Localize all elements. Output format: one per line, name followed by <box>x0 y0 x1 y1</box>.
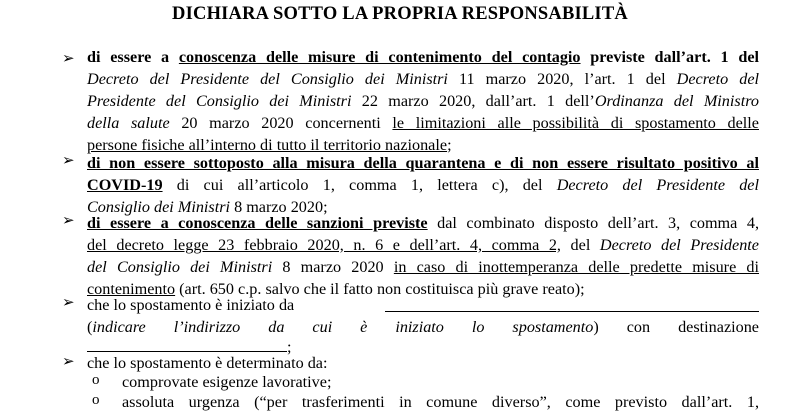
origin-address-blank-line[interactable] <box>385 297 759 312</box>
italic-fragment: Ordinanza del Ministro <box>594 92 759 110</box>
item4-line2 <box>87 316 759 338</box>
item1-line2 <box>87 68 759 90</box>
underlined-fragment: persone fisiche all’interno di tutto il territorio nazionale <box>87 136 448 154</box>
sub-bullet-circle-icon: o <box>92 392 100 408</box>
item3-line2 <box>87 234 759 256</box>
sub-bullet-circle-icon: o <box>92 372 100 388</box>
italic-fragment: Decreto del <box>676 70 760 88</box>
item2-line2 <box>87 174 759 196</box>
item4-line1 <box>87 294 759 316</box>
bold-underlined-fragment: COVID-19 <box>87 176 163 194</box>
text-fragment: del <box>560 236 600 254</box>
text-fragment: ; <box>447 136 452 154</box>
item1-line4 <box>87 112 759 134</box>
text-fragment: di cui all’articolo 1, comma 1, lettera c), del <box>162 176 557 194</box>
underlined-fragment: contenimento <box>87 280 176 298</box>
italic-fragment: Decreto del Presidente del <box>556 176 759 194</box>
italic-fragment: Decreto del Presidente <box>599 236 759 254</box>
text-fragment: previste dall’art. 1 del <box>580 48 760 66</box>
bullet-arrow-icon: ➢ <box>62 354 75 370</box>
text-fragment: ) con destinazione <box>593 318 759 336</box>
item5-line1: che lo spostamento è determinato da: <box>87 354 328 372</box>
bullet-arrow-icon: ➢ <box>62 295 75 311</box>
item2-line1: di non essere sottoposto alla misura della quarantena e di non essere risultato positivo al <box>87 154 759 172</box>
text-fragment: 11 marzo 2020, l’art. 1 del <box>447 70 677 88</box>
italic-fragment: del Consiglio dei Ministri <box>87 258 273 276</box>
text-fragment: 22 marzo 2020, dall’art. 1 dell’ <box>351 92 595 110</box>
text-fragment: 8 marzo 2020 <box>272 258 394 276</box>
item3-line3 <box>87 256 759 278</box>
text-fragment: di essere a <box>87 48 179 66</box>
underlined-fragment: conoscenza delle misure di contenimento del contagio <box>178 48 581 66</box>
item1-line3 <box>87 90 759 112</box>
item5-sub2: assoluta urgenza (“per trasferimenti in comune diverso”, come previsto dall’art. 1, <box>122 393 759 411</box>
italic-fragment: Decreto del Presidente del Consiglio dei Ministri <box>87 70 448 88</box>
underlined-fragment: del decreto legge 23 febbraio 2020, n. 6 e dell’art. 4, comma 2, <box>87 236 561 254</box>
text-fragment: 8 marzo 2020; <box>230 198 328 216</box>
item3-line1 <box>87 212 759 234</box>
italic-fragment: Consiglio dei Ministri <box>87 198 231 216</box>
text-fragment: dal combinato disposto dell’art. 3, comma 4, <box>427 214 759 232</box>
page-title: DICHIARA SOTTO LA PROPRIA RESPONSABILITÀ <box>172 4 628 24</box>
text-fragment: ( <box>87 318 93 336</box>
bullet-arrow-icon: ➢ <box>62 51 75 67</box>
bullet-arrow-icon: ➢ <box>62 153 75 169</box>
underlined-fragment: le limitazioni alle possibilità di spostamento delle <box>392 114 759 132</box>
bold-underlined-fragment: di essere a conoscenza delle sanzioni previste <box>87 214 428 232</box>
text-fragment: 20 marzo 2020 concernenti <box>169 114 393 132</box>
destination-blank-line[interactable] <box>87 337 287 352</box>
italic-fragment: indicare l’indirizzo da cui è iniziato lo spostamento <box>92 318 594 336</box>
bullet-arrow-icon: ➢ <box>62 213 75 229</box>
text-fragment: che lo spostamento è iniziato da <box>87 296 295 314</box>
item1-line1 <box>87 46 759 68</box>
text-fragment: (art. 650 c.p. salvo che il fatto non costituisca più grave reato); <box>175 280 585 298</box>
text-fragment: ; <box>287 338 292 356</box>
italic-fragment: Presidente del Consiglio dei Ministri <box>87 92 352 110</box>
underlined-fragment: in caso di inottemperanza delle predette misure di <box>393 258 760 276</box>
item5-sub1: comprovate esigenze lavorative; <box>122 373 332 391</box>
italic-fragment: della salute <box>87 114 170 132</box>
